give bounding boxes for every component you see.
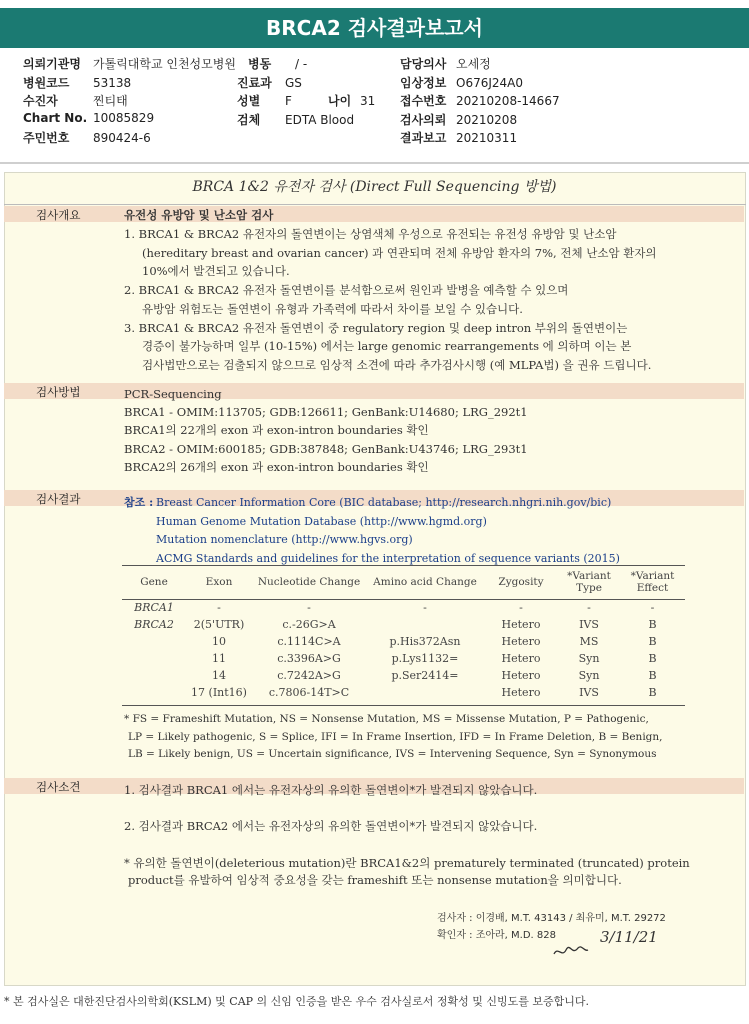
text-line: BRCA2의 26개의 exon 과 exon-intron boundaries 확인 [124, 459, 429, 474]
ward-field [248, 55, 307, 72]
field-value: / - [295, 57, 308, 71]
field-label: 성별 [237, 94, 261, 108]
table-cell: Hetero [501, 635, 541, 648]
table-cell: - [519, 601, 523, 614]
table-cell: - [587, 601, 591, 614]
table-row [122, 667, 685, 684]
table-cell: - [650, 601, 655, 614]
dept-field [237, 74, 302, 91]
table-cell: IVS [579, 686, 599, 699]
table-cell: Syn [578, 652, 600, 665]
table-cell: BRCA1 [134, 601, 174, 614]
reference-item: Mutation nomenclature (http://www.hgvs.org) [156, 533, 413, 546]
table-cell: p.Lys1132= [391, 652, 459, 665]
finding-line: 1. 검사결과 BRCA1 에서는 유전자상의 유의한 돌연변이*가 발견되지 않았습니다. [124, 783, 538, 797]
table-cell: 10 [212, 635, 226, 648]
field-label: 접수번호 [400, 94, 447, 108]
table-row [122, 684, 685, 701]
text-line: 2. BRCA1 & BRCA2 유전자 돌연변이를 분석함으로써 원인과 발병을 예측할 수 있으며 [124, 283, 569, 298]
method-text [124, 385, 528, 476]
variant-table [122, 565, 685, 701]
section-label-findings: 검사소견 [36, 780, 81, 794]
table-row [122, 599, 685, 616]
table-cell: c.7806-14T>C [268, 686, 350, 699]
finding-note [124, 855, 690, 889]
section-label-method: 검사방법 [36, 385, 81, 399]
text-line: BRCA2 - OMIM:600185; GDB:387848; GenBank:U43746; LRG_293t1 [124, 441, 528, 456]
table-cell: 14 [212, 669, 226, 682]
column-header: *Variant Effect [630, 570, 675, 594]
field-value: 20210208 [456, 112, 518, 127]
section-bar-overview [4, 206, 744, 222]
field-value: 10085829 [93, 110, 155, 125]
field-value: 20210311 [456, 131, 518, 145]
field-value: O676J24A0 [456, 75, 524, 90]
table-cell: - [423, 601, 427, 614]
column-header: *Variant Type [567, 570, 611, 594]
table-cell: c.3396A>G [277, 652, 341, 665]
report-subtitle: BRCA 1&2 유전자 검사 (Direct Full Sequencing 방법) [192, 179, 557, 195]
text-line: 3. BRCA1 & BRCA2 유전자 돌연변이 중 regulatory region 및 deep intron 부위의 돌연변이는 [124, 320, 628, 335]
field-label: 수진자 [23, 94, 58, 108]
column-header: Nucleotide Change [257, 576, 361, 588]
text-line: BRCA1의 22개의 exon 과 exon-intron boundaries 확인 [124, 423, 429, 438]
field-label: 병원코드 [23, 75, 70, 90]
overview-text [124, 225, 657, 375]
finding-line: 2. 검사결과 BRCA2 에서는 유전자상의 유의한 돌연변이*가 발견되지 않았습니다. [124, 819, 538, 833]
section-label-overview: 검사개요 [36, 208, 81, 222]
table-cell: c.-26G>A [282, 618, 336, 631]
field-value: 찐티태 [93, 94, 128, 108]
field-value: 오세정 [456, 57, 491, 71]
subtitle-divider [4, 204, 746, 205]
report-title: BRCA2 검사결과보고서 [266, 16, 483, 40]
section-label-results: 검사결과 [36, 492, 81, 506]
specimen-field [237, 111, 354, 128]
field-label: 주민번호 [23, 131, 70, 145]
table-bottom-rule [122, 705, 685, 706]
table-cell: B [648, 686, 657, 699]
table-row [122, 650, 685, 667]
table-cell: B [648, 618, 657, 631]
table-cell: 11 [212, 652, 226, 665]
table-cell: Hetero [501, 686, 541, 699]
field-value: 890424-6 [93, 131, 151, 145]
text-line: 검사법만으로는 검출되지 않으므로 임상적 소견에 따라 추가검사시행 (예 MLPA법) 을 권유 드립니다. [142, 357, 652, 372]
column-header: Amino acid Change [373, 576, 477, 588]
table-row [122, 616, 685, 633]
text-line: PCR-Sequencing [124, 387, 222, 401]
table-cell: c.7242A>G [277, 669, 341, 682]
reviewer-line: 확인자 : 조아라, M.D. 828 [437, 930, 556, 941]
table-cell: - [217, 601, 221, 614]
reference-prefix: 참조 : [124, 496, 154, 509]
field-label: 병동 [248, 57, 272, 71]
sex-field [237, 92, 292, 109]
reference-list [156, 494, 620, 568]
handwritten-date: 3/11/21 [600, 928, 658, 946]
header-divider [0, 162, 749, 164]
note-line: product를 유발하여 임상적 중요성을 갖는 frameshift 또는 nonsense mutation을 의미합니다. [128, 873, 622, 887]
table-cell: 17 (Int16) [191, 686, 247, 699]
table-cell: B [648, 669, 657, 682]
field-label: 의뢰기관명 [23, 57, 81, 71]
table-header-row [122, 565, 685, 599]
table-row [122, 633, 685, 650]
header-col1 [23, 55, 236, 148]
column-header: Zygosity [498, 576, 544, 588]
table-cell [366, 616, 484, 633]
table-footnotes [124, 711, 663, 764]
table-cell: Hetero [501, 652, 541, 665]
field-label: 진료과 [237, 76, 272, 90]
footnote-line: * FS = Frameshift Mutation, NS = Nonsense Mutation, MS = Missense Mutation, P = Pathogenic, [124, 713, 649, 725]
reference-item: ACMG Standards and guidelines for the interpretation of sequence variants (2015) [156, 551, 620, 565]
reference-item: Human Genome Mutation Database (http://www.hgmd.org) [156, 514, 487, 528]
table-cell: Hetero [501, 669, 541, 682]
field-value: 31 [360, 94, 376, 108]
certification-footer: * 본 검사실은 대한진단검사의학회(KSLM) 및 CAP 의 신임 인증을 받은 우수 검사실로서 정확성 및 신빙도를 보증합니다. [4, 995, 590, 1008]
table-cell: B [648, 635, 657, 648]
table-cell: IVS [579, 618, 599, 631]
examiner-line: 검사자 : 이경배, M.T. 43143 / 최유미, M.T. 29272 [437, 913, 666, 924]
column-header: Exon [205, 576, 233, 588]
table-cell: p.His372Asn [389, 635, 461, 648]
field-value: 가톨릭대학교 인천성모병원 [93, 57, 236, 71]
age-field [328, 92, 375, 109]
reference-item: Breast Cancer Information Core (BIC database; http://research.nhgri.nih.gov/bic) [156, 496, 612, 509]
table-cell: Hetero [501, 618, 541, 631]
footnote-line: LP = Likely pathogenic, S = Splice, IFI = In Frame Insertion, IFD = In Frame Deletion, B = Benign, [128, 730, 663, 743]
field-label: 담당의사 [400, 57, 447, 71]
field-value: EDTA Blood [285, 113, 355, 127]
table-cell: 2(5'UTR) [193, 618, 245, 631]
text-line: 10%에서 발견되고 있습니다. [142, 264, 290, 279]
field-value: 53138 [93, 75, 132, 90]
report-title-bar [0, 8, 749, 48]
table-cell [122, 650, 186, 667]
field-label: Chart No. [23, 110, 88, 125]
table-cell [366, 684, 484, 701]
table-cell [122, 667, 186, 684]
footnote-line: LB = Likely benign, US = Uncertain significance, IVS = Intervening Sequence, Syn = Synonymous [128, 748, 657, 760]
table-cell: c.1114C>A [277, 635, 341, 648]
header-col3 [400, 55, 560, 148]
text-line: 경증이 불가능하며 일부 (10-15%) 에서는 large genomic rearrangements 에 의하며 이는 본 [142, 339, 632, 354]
table-cell: - [307, 601, 311, 614]
table-cell: MS [579, 635, 599, 648]
text-line: (hereditary breast and ovarian cancer) 과 연관되며 전체 유방암 환자의 7%, 전체 난소암 환자의 [142, 245, 657, 260]
text-line: 유방암 위험도는 돌연변이 유형과 가족력에 따라서 차이를 보일 수 있습니다. [142, 301, 523, 316]
table-cell: Syn [578, 669, 600, 682]
field-value: F [285, 94, 292, 108]
column-header: Gene [140, 576, 168, 588]
field-label: 임상정보 [400, 75, 447, 90]
table-cell: BRCA2 [134, 618, 174, 631]
note-line: * 유의한 돌연변이(deleterious mutation)란 BRCA1&2의 prematurely terminated (truncated) protein [124, 856, 690, 870]
field-value: 20210208-14667 [456, 94, 560, 108]
table-cell [122, 633, 186, 650]
text-line: 1. BRCA1 & BRCA2 유전자의 돌연변이는 상염색체 우성으로 유전되는 유전성 유방암 및 난소암 [124, 227, 617, 241]
text-line: BRCA1 - OMIM:113705; GDB:126611; GenBank:U14680; LRG_292t1 [124, 405, 528, 420]
table-cell: B [648, 652, 657, 665]
table-cell [122, 684, 186, 701]
field-value: GS [285, 76, 302, 90]
overview-heading: 유전성 유방암 및 난소암 검사 [124, 208, 274, 222]
field-label: 결과보고 [400, 131, 447, 145]
field-label: 나이 [328, 94, 352, 108]
field-label: 검사의뢰 [400, 112, 447, 127]
table-cell: p.Ser2414= [391, 669, 459, 682]
field-label: 검체 [237, 113, 261, 127]
